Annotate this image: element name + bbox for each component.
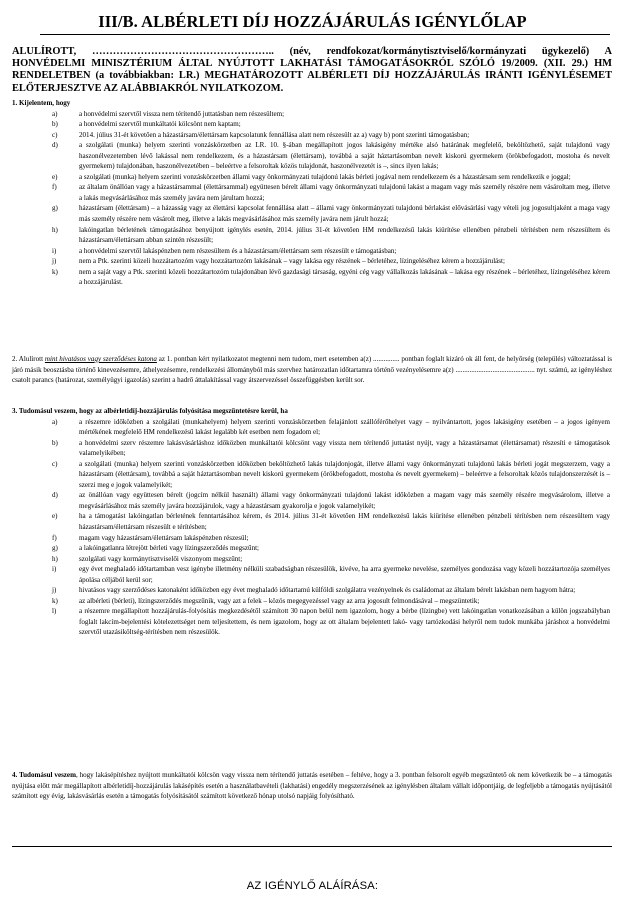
item-label: d) xyxy=(52,491,58,500)
item-label: e) xyxy=(52,512,58,521)
list-item xyxy=(12,140,612,172)
item-label: b) xyxy=(52,120,58,129)
item-text: a szolgálati (munka) helyem szerinti vonzáskörzetben az LR. 10. §-ában megállapított jogos lakásigény mértéke alsó határának megfelelő, beköltözhető, saját tulajdonú vagy haszonélvezetemben lévő lakással nem rendelkezem, és a házastársam (élettársam), továbbá a saját háztartásomban nevelt kiskorú gyermekem (örökbefogadott, mostoha és nevelt gyermekem) tulajdonában, haszonélvezetében – beleértve a felsoroltak közös tulajdonát, haszonélvezetét is –, sincs ilyen lakás; xyxy=(79,141,610,171)
item-label: d) xyxy=(52,141,58,150)
list-item xyxy=(12,256,612,267)
list-item xyxy=(12,511,612,532)
item-label: a) xyxy=(52,417,58,426)
item-text: nem a Ptk. szerinti közeli hozzátartozóm vagy hozzátartozóm lakásának – vagy lakása egy részének – bérletéhez, lízingeléséhez kérem a hozzájárulást; xyxy=(79,257,505,266)
list-item xyxy=(12,246,612,257)
item-label: k) xyxy=(52,596,58,605)
item-label: i) xyxy=(52,246,57,255)
list-item xyxy=(12,172,612,183)
section-2-underlined: mint hivatásos vagy szerződéses katona xyxy=(44,355,157,363)
item-text: a részemre időközben a szolgálati (munkahelyem) helyem szerinti vonzáskörzetben felajánlott szállóférőhelyet vagy – nyilvántartott, jogos lakásigény esetében – a jogos igényem mértékének megfelelő HM rendelkezésű lakást legalább két esetben nem fogadom el; xyxy=(79,417,610,437)
list-item xyxy=(12,225,612,246)
list-item xyxy=(12,417,612,438)
item-label: a) xyxy=(52,109,58,118)
item-text: szolgálati vagy kormánytisztviselői viszonyom megszűnt; xyxy=(79,554,243,563)
section-1-list xyxy=(12,109,612,288)
item-label: c) xyxy=(52,130,58,139)
title-underline xyxy=(40,34,610,35)
item-text: ha a támogatást lakóingatlan bérletének fenntartásához kérem, és 2014. július 31-ét követően HM rendelkezésű lakás kiürítése ellenében pénzbeli térítésben nem részesültem vagy házastársam/élettársam részesült e térítésben; xyxy=(79,512,610,532)
item-text: magam vagy házastársam/élettársam lakáspénzben részesül; xyxy=(79,533,249,542)
item-label: f) xyxy=(52,533,57,542)
item-label: b) xyxy=(52,438,58,447)
section-4-text: 4. Tudomásul veszem, hogy lakásépítéshez nyújtott munkáltatói kölcsön vagy vissza nem térítendő juttatás esetében – feltéve, hogy a 3. pontban felsorolt egyéb megszűntető ok nem következik be – a támogatás nyújtása előtt már megállapított albérletidíj-hozzájárulás lakásépítés esetén a használatbavételi (lakhatási) engedély megszerzésének az igénylésben általam vállalt időpontjáig, de legfeljebb a támogatás nyújtásától számított egy évig, lakásvásárlás esetén a támogatás folyósításától számított következő hónap utolsó napjáig folyósítható. xyxy=(12,771,612,801)
signature-label: AZ IGÉNYLŐ ALÁÍRÁSA: xyxy=(246,880,379,892)
item-text: a részemre megállapított hozzájárulás-folyósítás megkezdésétől számított 30 napon belül nem igazolom, hogy a bérbe (lízingbe) vett lakóingatlan vonatkozásában a külön jogszabályban foglalt lakcím-bejelentési kötelezettséget nem teljesítettem, és nem igazolom, hogy az ott általam bejelentett lakó- vagy tartózkodási helyről nem tudok munkába járáshoz a honvédelmi szervtől utazásiköltség-térítésben nem részesülök. xyxy=(79,607,610,637)
section-2-text: 2. Alulírott mint hivatásos vagy szerződéses katona az 1. pontban kért nyilatkozatot megtenni nem tudom, mert esetemben a(z) ............... pontban foglalt kizáró ok áll fent, de helyőrség (település) változtatással is járó másik beosztásba történő kinevezésemre, áthelyezésemre, rendelkezési állományból más szervhez határozatlan időtartamra történő vezényelésemre a(z) ............................................. nyt. számú, az igényléshez csatolt parancs (határozat, személyügyi igazolás) szerint a hadrő áttalakítással vagy átszervezéssel összefüggésben került sor. xyxy=(12,355,612,385)
item-label: e) xyxy=(52,172,58,181)
item-text: egy évet meghaladó időtartamban vesz igénybe illetmény nélküli szabadságban részesülök, kivéve, ha arra gyermeke nevelése, személyes gondozása vagy közeli hozzátartozója személyes ápolása céljából kerül sor; xyxy=(79,565,610,584)
item-label: g) xyxy=(52,204,58,213)
list-item xyxy=(12,109,612,120)
section-1 xyxy=(12,98,612,288)
item-text: a szolgálati (munka) helyem szerinti vonzáskörzetben állami vagy önkormányzati tulajdonú lakás bérleti jogával nem rendelkezem és a házastársam sem rendelkezik e joggal; xyxy=(79,172,571,181)
item-text: a lakóingatlanra létrejött bérleti vagy lízingszerződés megszűnt; xyxy=(79,544,260,553)
list-item xyxy=(12,203,612,224)
item-text: nem a saját vagy a Ptk. szerinti közeli hozzátartozóm tulajdonában lévő gazdasági társaság, egyéni cég vagy vállalkozás lakásának – lakása egy részének – bérletéhez, lízingeléséhez kérem a hozzájárulást. xyxy=(79,267,610,287)
list-item xyxy=(12,596,612,607)
item-label: h) xyxy=(52,225,58,234)
list-item xyxy=(12,564,612,585)
list-item xyxy=(12,182,612,203)
item-label: g) xyxy=(52,544,58,553)
item-label: k) xyxy=(52,267,58,276)
item-label: j) xyxy=(52,586,57,595)
section-2 xyxy=(12,354,612,386)
item-label: l) xyxy=(52,607,57,616)
item-text: a honvédelmi szervtől lakáspénzben nem részesültem és a házastársam/élettársam sem részesült e támogatásban; xyxy=(79,246,397,255)
list-item xyxy=(12,585,612,596)
item-text: a szolgálati (munka) helyem szerinti vonzáskörzetben időközben beköltözhető lakás tulajdonjogát, illetve állami vagy önkormányzati tulajdonú lakás bérleti jogát megszerzem, vagy a házastársam (élettársam), továbbá a saját háztartásomban nevelt kiskorú gyermekem (örökbefogadott, mostoha és nevelt gyermekem) – beleértve a felsoroltak közös tulajdonszerzését is – szerzi meg e jogok valamelyikét; xyxy=(79,459,610,489)
bottom-divider xyxy=(12,846,612,847)
item-label: f) xyxy=(52,183,57,192)
item-text: az önállóan vagy együttesen bérelt (jogcím nélkül használt) állami vagy önkormányzati tulajdonú lakást időközben a magam vagy más személy részére megvásárolom, illetve a megvásárlásához más személy javára hozzájárulok, vagy a házastársam gyakorolja e jogok valamelyikét; xyxy=(79,491,610,510)
section-3 xyxy=(12,406,612,638)
item-text: az albérleti (bérleti), lízingszerződés megszűnik, vagy azt a felek – közös megegyezéssel vagy az arra jogosult felmondásával – megszüntetik; xyxy=(79,596,480,605)
section-1-heading: 1. Kijelentem, hogy xyxy=(12,99,71,107)
item-text: házastársam (élettársam) – a házasság vagy az élettársi kapcsolat fennállása alatt – állami vagy önkormányzati tulajdonú bérlakást elővásárlási vagy vételi jog jogosultjaként a maga vagy más személy részére nem vásárolt meg, illetve a lakás megvásárlásához más személy javára nem járult hozzá; xyxy=(79,204,610,224)
list-item xyxy=(12,459,612,491)
item-text: a honvédelmi szervtől vissza nem térítendő juttatásban nem részesültem; xyxy=(79,109,285,118)
section-4 xyxy=(12,770,612,802)
item-label: j) xyxy=(52,257,57,266)
item-text: a honvédelmi szervtől munkáltatói kölcsönt nem kaptam; xyxy=(79,120,241,129)
list-item xyxy=(12,533,612,544)
item-text: hivatásos vagy szerződéses katonaként időközben egy évet meghaladó időtartamú külföldi szolgálatra vezényelnek és családomat az általam bérelt lakásban nem hagyom hátra; xyxy=(79,586,576,595)
item-text: lakóingatlan bérletének támogatásához benyújtott igénylés esetén, 2014. július 31-ét követően HM rendelkezésű lakás kiürítése ellenében pénzbeli térítésben nem részesültem és házastársam/élettársam abban szintén részesült; xyxy=(79,225,610,245)
list-item xyxy=(12,554,612,565)
list-item xyxy=(12,543,612,554)
item-label: h) xyxy=(52,554,58,563)
list-item xyxy=(12,438,612,459)
item-text: a honvédelmi szerv részemre lakásvásárláshoz időközben munkáltatói kölcsönt vagy vissza nem térítendő juttatást nyújt, vagy a házastársamat (élettársamat) részesíti e támogatások valamelyikében; xyxy=(79,438,610,458)
item-label: c) xyxy=(52,459,58,468)
list-item xyxy=(12,490,612,511)
intro-declaration: ALULÍROTT, …………………………………………….. (név, rendfokozat/kormánytisztviselő/kormányzati ügykezelő) A HONVÉDELMI MINISZTÉRIUM ÁLTAL NYÚJTOTT LAKHATÁSI TÁMOGATÁSOKRÓL SZÓLÓ 19/2009. (XII. 29.) HM RENDELETBEN (a továbbiakban: LR.) MEGHATÁROZOTT ALBÉRLETI DÍJ HOZZÁJÁRULÁS IRÁNTI IGÉNYLÉSEMET ELŐTERJESZTVE AZ ALÁBBIAKRÓL NYILATKOZOM. xyxy=(12,46,612,94)
item-label: i) xyxy=(52,565,57,574)
item-text: az általam önállóan vagy a házastársammal (élettársammal) együttesen bérelt állami vagy önkormányzati tulajdonú lakást a magam vagy más személy részére nem vásároltam meg, illetve a lakás megvásárlásához más személy javára nem járultam hozzá; xyxy=(79,183,610,202)
section-3-list xyxy=(12,417,612,638)
section-3-heading: 3. Tudomásul veszem, hogy az albérletidíj-hozzájárulás folyósítása megszűntetésre kerül, ha xyxy=(12,407,288,415)
item-text: 2014. július 31-ét követően a házastársam/élettársam kapcsolatunk fennállása alatt nem részesült az a) vagy b) pont szerinti támogatásban; xyxy=(79,130,470,139)
list-item xyxy=(12,606,612,638)
form-title: III/B. ALBÉRLETI DÍJ HOZZÁJÁRULÁS IGÉNYLŐLAP xyxy=(98,12,527,31)
list-item xyxy=(12,267,612,288)
list-item xyxy=(12,119,612,130)
list-item xyxy=(12,130,612,141)
